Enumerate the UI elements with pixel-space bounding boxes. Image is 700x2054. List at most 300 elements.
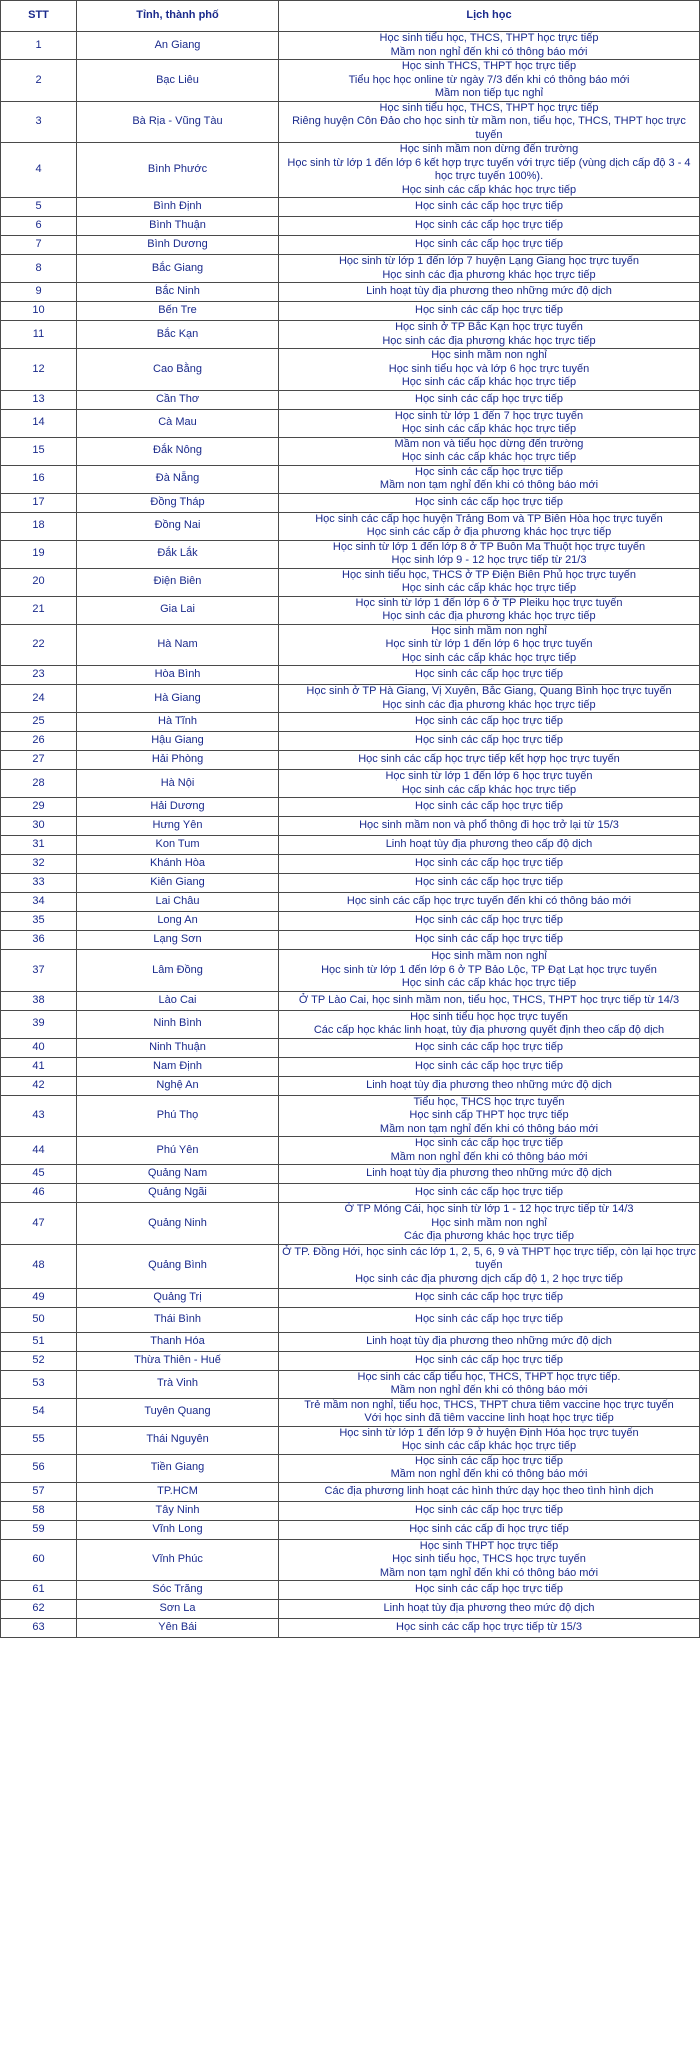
row-schedule	[279, 893, 700, 912]
row-province: Gia Lai	[77, 596, 279, 624]
row-stt: 33	[1, 874, 77, 893]
row-province: Tuyên Quang	[77, 1398, 279, 1426]
row-stt: 16	[1, 465, 77, 493]
row-stt: 60	[1, 1539, 77, 1581]
row-schedule	[279, 751, 700, 770]
schedule-line: Học sinh các cấp ở địa phương khác học trực tiếp	[366, 526, 612, 538]
table-row	[1, 217, 700, 236]
schedule-line: Mầm non nghỉ đến khi có thông báo mới	[390, 45, 588, 58]
table-row	[1, 912, 700, 931]
table-row	[1, 874, 700, 893]
schedule-line: Mầm non tiếp tục nghỉ	[434, 87, 544, 99]
schedule-line: Học sinh các cấp học trực tiếp	[415, 219, 563, 232]
row-province: Lai Châu	[77, 893, 279, 912]
row-stt: 56	[1, 1454, 77, 1482]
row-province: Quảng Trị	[77, 1288, 279, 1307]
row-stt: 45	[1, 1165, 77, 1184]
row-stt: 37	[1, 950, 77, 992]
table-row	[1, 1482, 700, 1501]
row-stt: 7	[1, 236, 77, 255]
row-stt: 27	[1, 751, 77, 770]
schedule-line: Học sinh các cấp học trực tiếp	[415, 933, 563, 946]
row-province: Nam Định	[77, 1057, 279, 1076]
schedule-line: Học sinh các cấp học trực tiếp	[415, 1137, 563, 1149]
schedule-line: Học sinh các cấp đi học trực tiếp	[409, 1522, 569, 1535]
row-schedule	[279, 817, 700, 836]
row-stt: 20	[1, 568, 77, 596]
schedule-line: Học sinh các địa phương khác học trực tiếp	[382, 698, 596, 711]
row-stt: 35	[1, 912, 77, 931]
row-province: An Giang	[77, 32, 279, 60]
table-row	[1, 255, 700, 283]
table-row	[1, 1501, 700, 1520]
row-province: Yên Bái	[77, 1619, 279, 1638]
schedule-line: Học sinh các cấp học huyện Trảng Bom và TP Biên Hòa học trực tuyến	[315, 512, 663, 525]
row-stt: 13	[1, 390, 77, 409]
table-row	[1, 283, 700, 302]
schedule-line: Học sinh các cấp học trực tiếp	[415, 495, 563, 508]
schedule-line: Học sinh THPT học trực tiếp	[419, 1539, 559, 1552]
schedule-line: Học sinh các cấp tiểu học, THCS, THPT học trực tiếp.	[357, 1370, 621, 1383]
row-stt: 32	[1, 855, 77, 874]
row-stt: 57	[1, 1482, 77, 1501]
table-row	[1, 596, 700, 624]
schedule-line: Học sinh từ lớp 1 đến lớp 9 ở huyện Định Hóa học trực tuyến	[339, 1426, 639, 1439]
schedule-line: Học sinh THCS, THPT học trực tiếp	[401, 60, 577, 72]
schedule-line: Học sinh các cấp học trực tiếp	[415, 876, 563, 889]
schedule-line: Học sinh từ lớp 1 đến lớp 6 học trực tuyến	[385, 638, 593, 650]
schedule-line: Học sinh tiểu học, THCS, THPT học trực tiếp	[379, 101, 599, 114]
row-province: Đồng Nai	[77, 512, 279, 540]
table-row	[1, 568, 700, 596]
schedule-line: Học sinh các cấp học trực tiếp	[415, 200, 563, 213]
table-row	[1, 32, 700, 60]
row-schedule	[279, 874, 700, 893]
schedule-line: Học sinh các cấp khác học trực tiếp	[401, 651, 577, 664]
schedule-line: Học sinh các cấp học trực tiếp kết hợp học trực tuyến	[358, 753, 620, 766]
table-row	[1, 198, 700, 217]
row-province: Bình Định	[77, 198, 279, 217]
row-stt: 12	[1, 349, 77, 391]
schedule-line: Học sinh mầm non nghỉ	[431, 624, 547, 637]
schedule-line: Học sinh các cấp khác học trực tiếp	[401, 376, 577, 388]
table-row	[1, 1244, 700, 1288]
row-schedule	[279, 540, 700, 568]
row-schedule	[279, 1581, 700, 1600]
schedule-line: Học sinh các cấp học trực tuyến đến khi có thông báo mới	[346, 895, 632, 908]
row-schedule	[279, 798, 700, 817]
row-province: Quảng Bình	[77, 1244, 279, 1288]
row-province: Vĩnh Phúc	[77, 1539, 279, 1581]
row-stt: 49	[1, 1288, 77, 1307]
row-stt: 59	[1, 1520, 77, 1539]
row-schedule	[279, 1332, 700, 1351]
row-schedule	[279, 32, 700, 60]
row-schedule	[279, 713, 700, 732]
row-schedule	[279, 770, 700, 798]
schedule-line: Học sinh mầm non nghỉ	[431, 349, 547, 361]
schedule-line: Ở TP. Đồng Hới, học sinh các lớp 1, 2, 5, 6, 9 và THPT học trực tiếp, còn lại học trực tuyến	[282, 1245, 696, 1272]
table-row	[1, 713, 700, 732]
row-stt: 21	[1, 596, 77, 624]
schedule-line: Tiểu học, THCS học trực tuyến	[413, 1095, 565, 1108]
row-stt: 54	[1, 1398, 77, 1426]
row-province: Hải Phòng	[77, 751, 279, 770]
row-schedule	[279, 1057, 700, 1076]
row-schedule	[279, 1600, 700, 1619]
row-schedule	[279, 1307, 700, 1332]
row-province: Điện Biên	[77, 568, 279, 596]
table-row	[1, 540, 700, 568]
row-schedule	[279, 568, 700, 596]
row-province: Bà Rịa - Vũng Tàu	[77, 101, 279, 143]
row-province: Quảng Ngãi	[77, 1184, 279, 1203]
schedule-line: Học sinh các cấp học trực tiếp	[415, 1503, 563, 1516]
table-row	[1, 1038, 700, 1057]
row-schedule	[279, 991, 700, 1010]
schedule-line: Học sinh các cấp học trực tiếp	[415, 857, 563, 870]
row-stt: 28	[1, 770, 77, 798]
table-row	[1, 1165, 700, 1184]
row-schedule	[279, 836, 700, 855]
schedule-line: Các địa phương linh hoạt các hình thức dạy học theo tình hình dịch	[324, 1484, 654, 1497]
schedule-line: Các địa phương khác học trực tiếp	[404, 1230, 574, 1242]
row-schedule	[279, 302, 700, 321]
row-province: Tây Ninh	[77, 1501, 279, 1520]
row-stt: 50	[1, 1307, 77, 1332]
schedule-line: Học sinh ở TP Hà Giang, Vị Xuyên, Bắc Giang, Quang Bình học trực tuyến	[306, 685, 672, 697]
table-row	[1, 798, 700, 817]
row-stt: 58	[1, 1501, 77, 1520]
table-row	[1, 732, 700, 751]
schedule-line: Học sinh lớp 9 - 12 học trực tiếp từ 21/3	[391, 554, 587, 566]
row-stt: 48	[1, 1244, 77, 1288]
row-stt: 52	[1, 1351, 77, 1370]
table-row	[1, 1203, 700, 1245]
row-stt: 46	[1, 1184, 77, 1203]
schedule-line: Học sinh tiểu học học trực tuyến	[410, 1010, 568, 1023]
row-schedule	[279, 1244, 700, 1288]
table-row	[1, 1095, 700, 1137]
row-stt: 43	[1, 1095, 77, 1137]
schedule-line: Học sinh từ lớp 1 đến lớp 8 ở TP Buôn Ma Thuột học trực tuyến	[332, 540, 646, 553]
schedule-line: Học sinh mầm non và phổ thông đi học trở lại từ 15/3	[359, 819, 619, 832]
row-schedule	[279, 1454, 700, 1482]
row-province: Kon Tum	[77, 836, 279, 855]
row-stt: 15	[1, 437, 77, 465]
row-province: Cao Bằng	[77, 349, 279, 391]
schedule-line: Học sinh mầm non dừng đến trường	[399, 143, 579, 155]
row-stt: 18	[1, 512, 77, 540]
table-row	[1, 236, 700, 255]
schedule-line: Ở TP Lào Cai, học sinh mầm non, tiểu học, THCS, THPT học trực tiếp từ 14/3	[298, 993, 680, 1006]
schedule-line: Học sinh các cấp học trực tiếp	[415, 715, 563, 728]
schedule-line: Học sinh các cấp học trực tiếp	[415, 1353, 563, 1366]
row-province: Hà Nam	[77, 624, 279, 666]
table-row	[1, 1581, 700, 1600]
row-province: Quảng Ninh	[77, 1203, 279, 1245]
table-row	[1, 1010, 700, 1038]
schedule-line: Trẻ mầm non nghỉ, tiểu học, THCS, THPT chưa tiêm vaccine học trực tuyến	[304, 1398, 674, 1411]
row-stt: 55	[1, 1426, 77, 1454]
row-schedule	[279, 390, 700, 409]
row-province: Tiền Giang	[77, 1454, 279, 1482]
row-stt: 38	[1, 991, 77, 1010]
row-schedule	[279, 1288, 700, 1307]
table-row	[1, 1370, 700, 1398]
row-province: Sơn La	[77, 1600, 279, 1619]
row-province: Quảng Nam	[77, 1165, 279, 1184]
row-stt: 24	[1, 685, 77, 713]
row-province: Hà Tĩnh	[77, 713, 279, 732]
schedule-line: Riêng huyện Côn Đảo cho học sinh từ mầm non, tiểu học, THCS, THPT học trực tuyến	[292, 115, 686, 141]
row-stt: 10	[1, 302, 77, 321]
schedule-line: Mầm non tạm nghỉ đến khi có thông báo mới	[379, 1566, 599, 1579]
schedule-line: Học sinh tiểu học, THCS, THPT học trực tiếp	[379, 32, 599, 44]
table-row	[1, 1307, 700, 1332]
row-schedule	[279, 217, 700, 236]
schedule-line: Học sinh các cấp khác học trực tiếp	[401, 977, 577, 989]
row-stt: 63	[1, 1619, 77, 1638]
table-row	[1, 931, 700, 950]
row-schedule	[279, 732, 700, 751]
row-province: Hậu Giang	[77, 732, 279, 751]
schedule-line: Học sinh tiểu học, THCS học trực tuyến	[392, 1553, 586, 1565]
row-province: Đà Nẵng	[77, 465, 279, 493]
row-province: Phú Yên	[77, 1137, 279, 1165]
table-row	[1, 101, 700, 143]
schedule-line: Học sinh các cấp học trực tiếp	[415, 1312, 563, 1325]
row-schedule	[279, 101, 700, 143]
row-province: Lâm Đồng	[77, 950, 279, 992]
schedule-line: Linh hoạt tùy địa phương theo những mức độ dịch	[366, 1078, 612, 1091]
row-stt: 8	[1, 255, 77, 283]
row-schedule	[279, 596, 700, 624]
row-stt: 62	[1, 1600, 77, 1619]
row-schedule	[279, 349, 700, 391]
row-schedule	[279, 666, 700, 685]
row-stt: 25	[1, 713, 77, 732]
row-stt: 53	[1, 1370, 77, 1398]
schedule-line: Mầm non nghỉ đến khi có thông báo mới	[390, 1384, 588, 1396]
schedule-line: Học sinh các cấp học trực tiếp	[415, 1583, 563, 1596]
table-row	[1, 321, 700, 349]
row-stt: 9	[1, 283, 77, 302]
row-province: Phú Thọ	[77, 1095, 279, 1137]
row-province: Bến Tre	[77, 302, 279, 321]
table-row	[1, 950, 700, 992]
row-province: Bình Phước	[77, 143, 279, 198]
schedule-line: Học sinh các địa phương khác học trực tiếp	[382, 268, 596, 281]
table-row	[1, 991, 700, 1010]
row-stt: 2	[1, 60, 77, 102]
table-row	[1, 1539, 700, 1581]
schedule-line: Linh hoạt tùy địa phương theo những mức độ dịch	[366, 1167, 612, 1180]
schedule-line: Học sinh các cấp học trực tiếp	[415, 1290, 563, 1303]
schedule-line: Học sinh các cấp học trực tiếp	[415, 800, 563, 813]
schedule-line: Mầm non nghỉ đến khi có thông báo mới	[390, 1150, 588, 1163]
header-schedule: Lịch học	[279, 1, 700, 32]
schedule-line: Học sinh các cấp khác học trực tiếp	[401, 1440, 577, 1452]
row-province: Trà Vinh	[77, 1370, 279, 1398]
row-schedule	[279, 912, 700, 931]
row-schedule	[279, 198, 700, 217]
row-stt: 40	[1, 1038, 77, 1057]
row-schedule	[279, 1203, 700, 1245]
row-province: Ninh Bình	[77, 1010, 279, 1038]
row-schedule	[279, 283, 700, 302]
row-schedule	[279, 255, 700, 283]
row-stt: 5	[1, 198, 77, 217]
schedule-line: Mầm non tạm nghỉ đến khi có thông báo mới	[379, 1122, 599, 1135]
row-stt: 14	[1, 409, 77, 437]
table-row	[1, 437, 700, 465]
table-row	[1, 493, 700, 512]
row-schedule	[279, 1076, 700, 1095]
table-row	[1, 666, 700, 685]
row-province: Bình Thuận	[77, 217, 279, 236]
row-schedule	[279, 685, 700, 713]
schedule-line: Học sinh các cấp học trực tiếp	[415, 1454, 563, 1467]
row-schedule	[279, 1398, 700, 1426]
table-row	[1, 1398, 700, 1426]
row-schedule	[279, 493, 700, 512]
row-schedule	[279, 1095, 700, 1137]
row-province: Thái Bình	[77, 1307, 279, 1332]
row-schedule	[279, 409, 700, 437]
row-province: TP.HCM	[77, 1482, 279, 1501]
table-body	[1, 32, 700, 1638]
table-row	[1, 512, 700, 540]
row-stt: 11	[1, 321, 77, 349]
schedule-line: Học sinh từ lớp 1 đến lớp 6 ở TP Bảo Lộc, TP Đạt Lạt học trực tuyến	[321, 963, 657, 976]
row-schedule	[279, 950, 700, 992]
schedule-line: Học sinh các cấp học trực tiếp	[415, 734, 563, 747]
row-province: Đắk Lắk	[77, 540, 279, 568]
schedule-line: Tiểu học học online từ ngày 7/3 đến khi có thông báo mới	[348, 73, 630, 86]
table-row	[1, 60, 700, 102]
table-row	[1, 1184, 700, 1203]
schedule-line: Học sinh tiểu học và lớp 6 học trực tuyến	[388, 362, 590, 375]
table-row	[1, 143, 700, 198]
row-province: Hà Giang	[77, 685, 279, 713]
schedule-line: Học sinh từ lớp 1 đến lớp 6 kết hợp trực tuyến với trực tiếp (vùng dịch cấp độ 3 - 4 học trực tuyến 100%).	[287, 156, 691, 182]
row-province: Cần Thơ	[77, 390, 279, 409]
row-stt: 6	[1, 217, 77, 236]
schedule-line: Mầm non tạm nghỉ đến khi có thông báo mới	[379, 479, 599, 491]
header-province: Tỉnh, thành phố	[77, 1, 279, 32]
row-schedule	[279, 321, 700, 349]
row-schedule	[279, 1137, 700, 1165]
table-row	[1, 302, 700, 321]
row-stt: 4	[1, 143, 77, 198]
row-stt: 1	[1, 32, 77, 60]
row-schedule	[279, 236, 700, 255]
table-row	[1, 465, 700, 493]
row-province: Hưng Yên	[77, 817, 279, 836]
table-row	[1, 1288, 700, 1307]
row-stt: 29	[1, 798, 77, 817]
schedule-line: Học sinh các cấp học trực tiếp	[415, 668, 563, 681]
table-row	[1, 1426, 700, 1454]
schedule-line: Học sinh các cấp học trực tiếp	[415, 392, 563, 405]
row-province: Thái Nguyên	[77, 1426, 279, 1454]
row-province: Sóc Trăng	[77, 1581, 279, 1600]
schedule-line: Học sinh các địa phương khác học trực tiếp	[382, 334, 596, 347]
table-row	[1, 817, 700, 836]
row-schedule	[279, 1482, 700, 1501]
row-stt: 31	[1, 836, 77, 855]
row-schedule	[279, 60, 700, 102]
header-stt: STT	[1, 1, 77, 32]
row-province: Thanh Hóa	[77, 1332, 279, 1351]
row-province: Hà Nội	[77, 770, 279, 798]
schedule-line: Với học sinh đã tiêm vaccine linh hoạt học trực tiếp	[364, 1412, 614, 1424]
row-stt: 30	[1, 817, 77, 836]
row-province: Long An	[77, 912, 279, 931]
row-stt: 39	[1, 1010, 77, 1038]
table-row	[1, 770, 700, 798]
row-province: Bắc Ninh	[77, 283, 279, 302]
row-province: Bắc Giang	[77, 255, 279, 283]
schedule-line: Mầm non nghỉ đến khi có thông báo mới	[390, 1468, 588, 1480]
row-stt: 61	[1, 1581, 77, 1600]
row-stt: 22	[1, 624, 77, 666]
table-row	[1, 1351, 700, 1370]
schedule-line: Học sinh các cấp học trực tiếp	[415, 914, 563, 927]
row-province: Hải Dương	[77, 798, 279, 817]
row-province: Đắk Nông	[77, 437, 279, 465]
schedule-line: Học sinh các địa phương dịch cấp độ 1, 2 học trực tiếp	[355, 1272, 623, 1285]
row-stt: 36	[1, 931, 77, 950]
table-row	[1, 1057, 700, 1076]
row-stt: 19	[1, 540, 77, 568]
row-schedule	[279, 1370, 700, 1398]
row-schedule	[279, 1038, 700, 1057]
row-province: Hòa Bình	[77, 666, 279, 685]
row-stt: 17	[1, 493, 77, 512]
table-row	[1, 409, 700, 437]
row-province: Bình Dương	[77, 236, 279, 255]
row-province: Lào Cai	[77, 991, 279, 1010]
row-schedule	[279, 1426, 700, 1454]
schedule-line: Học sinh các cấp học trực tiếp	[415, 1186, 563, 1199]
schedule-line: Linh hoạt tùy địa phương theo mức độ dịch	[383, 1602, 595, 1615]
row-province: Vĩnh Long	[77, 1520, 279, 1539]
row-stt: 26	[1, 732, 77, 751]
row-stt: 51	[1, 1332, 77, 1351]
row-stt: 44	[1, 1137, 77, 1165]
table-row	[1, 751, 700, 770]
schedule-line: Học sinh các cấp học trực tiếp	[415, 1059, 563, 1072]
table-row	[1, 1520, 700, 1539]
table-row	[1, 685, 700, 713]
row-schedule	[279, 1539, 700, 1581]
row-province: Cà Mau	[77, 409, 279, 437]
schedule-line: Học sinh mầm non nghỉ	[431, 950, 547, 962]
table-row	[1, 855, 700, 874]
table-row	[1, 1600, 700, 1619]
row-schedule	[279, 624, 700, 666]
row-stt: 23	[1, 666, 77, 685]
table-row	[1, 836, 700, 855]
header-row	[1, 1, 700, 32]
table-row	[1, 893, 700, 912]
schedule-line: Học sinh các cấp khác học trực tiếp	[401, 183, 577, 196]
schedule-line: Học sinh các địa phương khác học trực tiếp	[382, 610, 596, 622]
schedule-line: Học sinh các cấp khác học trực tiếp	[401, 582, 577, 594]
table-row	[1, 1332, 700, 1351]
